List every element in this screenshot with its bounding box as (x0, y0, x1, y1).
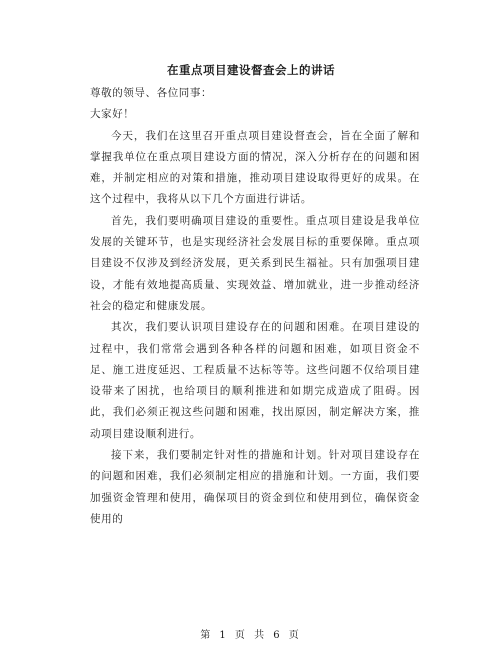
document-body (90, 83, 420, 530)
paragraph-intro: 今天，我们在这里召开重点项目建设督查会，旨在全面了解和掌握我单位在重点项目建设方面的情况，深入分析存在的问题和困难，并制定相应的对策和措施，推动项目建设取得更好的成果。在这个过程中，我将从以下几个方面进行讲话。 (90, 129, 420, 206)
paragraph-problems: 其次，我们要认识项目建设存在的问题和困难。在项目建设的过程中，我们常常会遇到各种各样的问题和困难，如项目资金不足、施工进度延迟、工程质量不达标等等。这些问题不仅给项目建设带来了困扰，也给项目的顺利推进和如期完成造成了阻碍。因此，我们必须正视这些问题和困难，找出原因，制定解决方案，推动项目建设顺利进行。 (90, 321, 420, 440)
page-title: 在重点项目建设督查会上的讲话 (167, 63, 335, 77)
paragraph-measures: 接下来，我们要制定针对性的措施和计划。针对项目建设存在的问题和困难，我们必须制定相应的措施和计划。一方面，我们要加强资金管理和使用，确保项目的资金到位和使用到位，确保资金使用的 (90, 449, 420, 525)
greeting: 大家好！ (90, 108, 135, 121)
salutation: 尊敬的领导、各位同事： (90, 87, 213, 99)
page-number: 第 1 页 共 6 页 (200, 630, 302, 641)
paragraph-importance: 首先，我们要明确项目建设的重要性。重点项目建设是我单位发展的关键环节，也是实现经济社会发展目标的重要保障。重点项目建设不仅涉及到经济发展，更关系到民生福祉。只有加强项目建设，才能有效地提高质量、实现效益、增加就业，进一步推动经济社会的稳定和健康发展。 (90, 214, 420, 312)
